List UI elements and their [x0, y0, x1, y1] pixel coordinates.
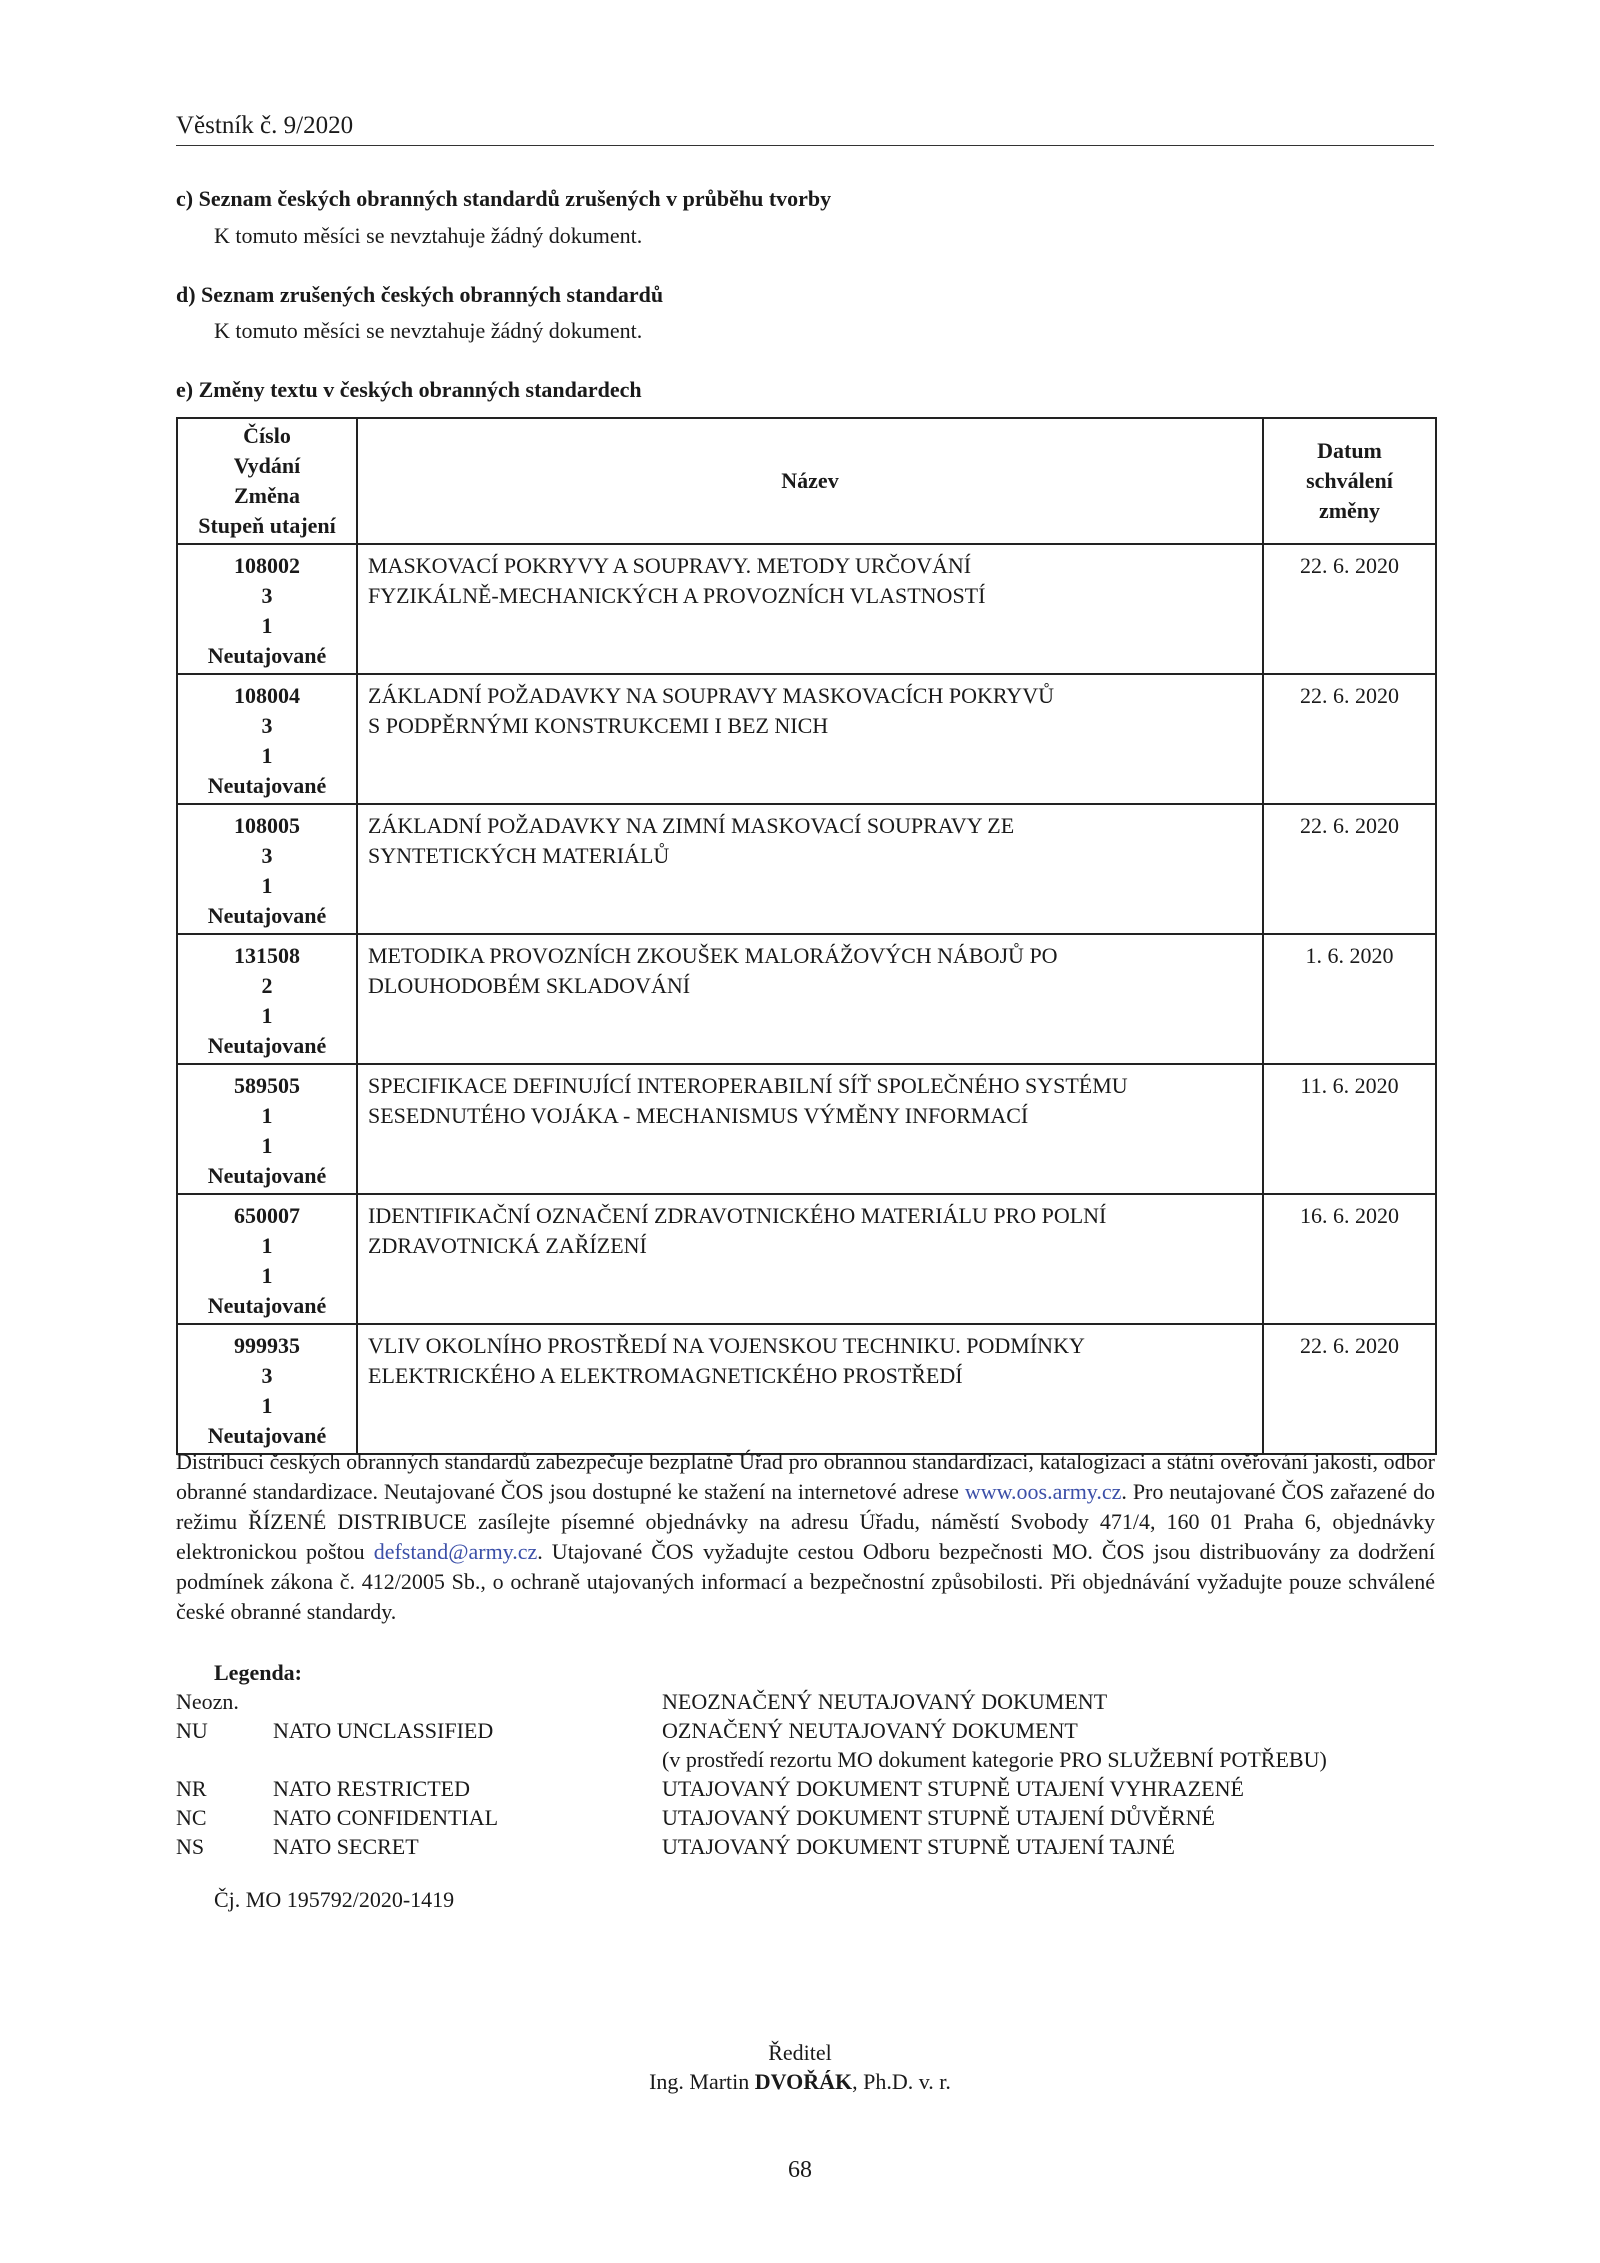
- standard-name-cell: SPECIFIKACE DEFINUJÍCÍ INTEROPERABILNÍ SÍŤ SPOLEČNÉHO SYSTÉMU SESEDNUTÉHO VOJÁKA - MECHANISMUS VÝMĚNY INFORMACÍ: [357, 1064, 1263, 1194]
- legend-nato-name: NATO CONFIDENTIAL: [273, 1805, 499, 1830]
- table-row: [177, 1324, 1436, 1454]
- table-row: [177, 674, 1436, 804]
- standard-id-cell: 650007 1 1 Neutajované: [177, 1194, 357, 1324]
- legend-nato-name: NATO UNCLASSIFIED: [273, 1718, 494, 1743]
- column-header-number: Číslo Vydání Změna Stupeň utajení: [177, 418, 357, 544]
- section-e-heading: e) Změny textu v českých obranných standardech: [176, 377, 642, 402]
- legend-abbreviation: NU: [176, 1718, 208, 1743]
- table-row: [177, 934, 1436, 1064]
- legend-nato-name: NATO SECRET: [273, 1834, 419, 1859]
- legend-description: UTAJOVANÝ DOKUMENT STUPNĚ UTAJENÍ VYHRAZENÉ: [662, 1776, 1244, 1801]
- standard-name-cell: ZÁKLADNÍ POŽADAVKY NA ZIMNÍ MASKOVACÍ SOUPRAVY ZE SYNTETICKÝCH MATERIÁLŮ: [357, 804, 1263, 934]
- signatory-role: Ředitel: [768, 2040, 832, 2065]
- table-row: [177, 1194, 1436, 1324]
- website-link[interactable]: www.oos.army.cz: [964, 1479, 1122, 1504]
- standard-name-cell: METODIKA PROVOZNÍCH ZKOUŠEK MALORÁŽOVÝCH NÁBOJŮ PO DLOUHODOBÉM SKLADOVÁNÍ: [357, 934, 1263, 1064]
- standard-name-cell: ZÁKLADNÍ POŽADAVKY NA SOUPRAVY MASKOVACÍCH POKRYVŮ S PODPĚRNÝMI KONSTRUKCEMI I BEZ NICH: [357, 674, 1263, 804]
- legend-description: NEOZNAČENÝ NEUTAJOVANÝ DOKUMENT: [662, 1689, 1108, 1714]
- approval-date-cell: 11. 6. 2020: [1263, 1064, 1436, 1194]
- table-row: [177, 1064, 1436, 1194]
- approval-date-cell: 22. 6. 2020: [1263, 544, 1436, 674]
- email-link[interactable]: defstand@army.cz: [373, 1539, 538, 1564]
- table-header-row: [177, 418, 1436, 544]
- standard-name-cell: MASKOVACÍ POKRYVY A SOUPRAVY. METODY URČOVÁNÍ FYZIKÁLNĚ-MECHANICKÝCH A PROVOZNÍCH VLASTNOSTÍ: [357, 544, 1263, 674]
- legend-nato-name: NATO RESTRICTED: [273, 1776, 470, 1801]
- standard-id-cell: 589505 1 1 Neutajované: [177, 1064, 357, 1194]
- legend-description: OZNAČENÝ NEUTAJOVANÝ DOKUMENT: [662, 1718, 1078, 1743]
- standard-id-cell: 999935 3 1 Neutajované: [177, 1324, 357, 1454]
- approval-date-cell: 1. 6. 2020: [1263, 934, 1436, 1064]
- reference-number: Čj. MO 195792/2020-1419: [214, 1887, 455, 1912]
- standard-name-cell: VLIV OKOLNÍHO PROSTŘEDÍ NA VOJENSKOU TECHNIKU. PODMÍNKY ELEKTRICKÉHO A ELEKTROMAGNETICKÉHO PROSTŘEDÍ: [357, 1324, 1263, 1454]
- approval-date-cell: 22. 6. 2020: [1263, 804, 1436, 934]
- standard-id-cell: 108005 3 1 Neutajované: [177, 804, 357, 934]
- standard-name-cell: IDENTIFIKAČNÍ OZNAČENÍ ZDRAVOTNICKÉHO MATERIÁLU PRO POLNÍ ZDRAVOTNICKÁ ZAŘÍZENÍ: [357, 1194, 1263, 1324]
- section-d-text: K tomuto měsíci se nevztahuje žádný dokument.: [214, 318, 643, 343]
- approval-date-cell: 22. 6. 2020: [1263, 674, 1436, 804]
- standard-id-cell: 108004 3 1 Neutajované: [177, 674, 357, 804]
- legend-abbreviation: Neozn.: [176, 1689, 239, 1714]
- legend-abbreviation: NR: [176, 1776, 207, 1801]
- approval-date-cell: 16. 6. 2020: [1263, 1194, 1436, 1324]
- legend-description: (v prostředí rezortu MO dokument kategorie PRO SLUŽEBNÍ POTŘEBU): [662, 1747, 1327, 1772]
- header-divider: [176, 145, 1434, 146]
- column-header-name: Název: [357, 418, 1263, 544]
- legend-abbreviation: NC: [176, 1805, 207, 1830]
- column-header-date: Datum schválení změny: [1263, 418, 1436, 544]
- page-number: 68: [788, 2157, 812, 2183]
- bulletin-title: Věstník č. 9/2020: [176, 112, 354, 139]
- standard-id-cell: 131508 2 1 Neutajované: [177, 934, 357, 1064]
- approval-date-cell: 22. 6. 2020: [1263, 1324, 1436, 1454]
- signatory-name: Ing. Martin DVOŘÁK, Ph.D. v. r.: [649, 2069, 951, 2094]
- standards-changes-table: [176, 417, 1437, 1455]
- legend-description: UTAJOVANÝ DOKUMENT STUPNĚ UTAJENÍ TAJNÉ: [662, 1834, 1175, 1859]
- legend-description: UTAJOVANÝ DOKUMENT STUPNĚ UTAJENÍ DŮVĚRNÉ: [662, 1805, 1215, 1830]
- legend-title: Legenda:: [214, 1660, 302, 1685]
- distribution-paragraph: Distribuci českých obranných standardů zabezpečuje bezplatně Úřad pro obrannou standardizaci, katalogizaci a státní ověřování jakosti, odbor obranné standardizace. Neutajované ČOS jsou dostupné ke stažení na internetové adrese www.oos.army.cz. Pro neutajované ČOS zařazené do režimu ŘÍZENÉ DISTRIBUCE zasílejte písemné objednávky na adresu Úřadu, náměstí Svobody 471/4, 160 01 Praha 6, objednávky elektronickou poštou defstand@army.cz. Utajované ČOS vyžadujte cestou Odboru bezpečnosti MO. ČOS jsou distribuovány za dodržení podmínek zákona č. 412/2005 Sb., o ochraně utajovaných informací a bezpečnostní způsobilosti. Při objednávání vyžadujte pouze schválené české obranné standardy.: [176, 1449, 1435, 1624]
- section-d-heading: d) Seznam zrušených českých obranných standardů: [176, 282, 664, 307]
- standard-id-cell: 108002 3 1 Neutajované: [177, 544, 357, 674]
- legend-abbreviation: NS: [176, 1834, 205, 1859]
- section-c-heading: c) Seznam českých obranných standardů zrušených v průběhu tvorby: [176, 186, 832, 211]
- table-row: [177, 804, 1436, 934]
- section-c-text: K tomuto měsíci se nevztahuje žádný dokument.: [214, 223, 643, 248]
- table-row: [177, 544, 1436, 674]
